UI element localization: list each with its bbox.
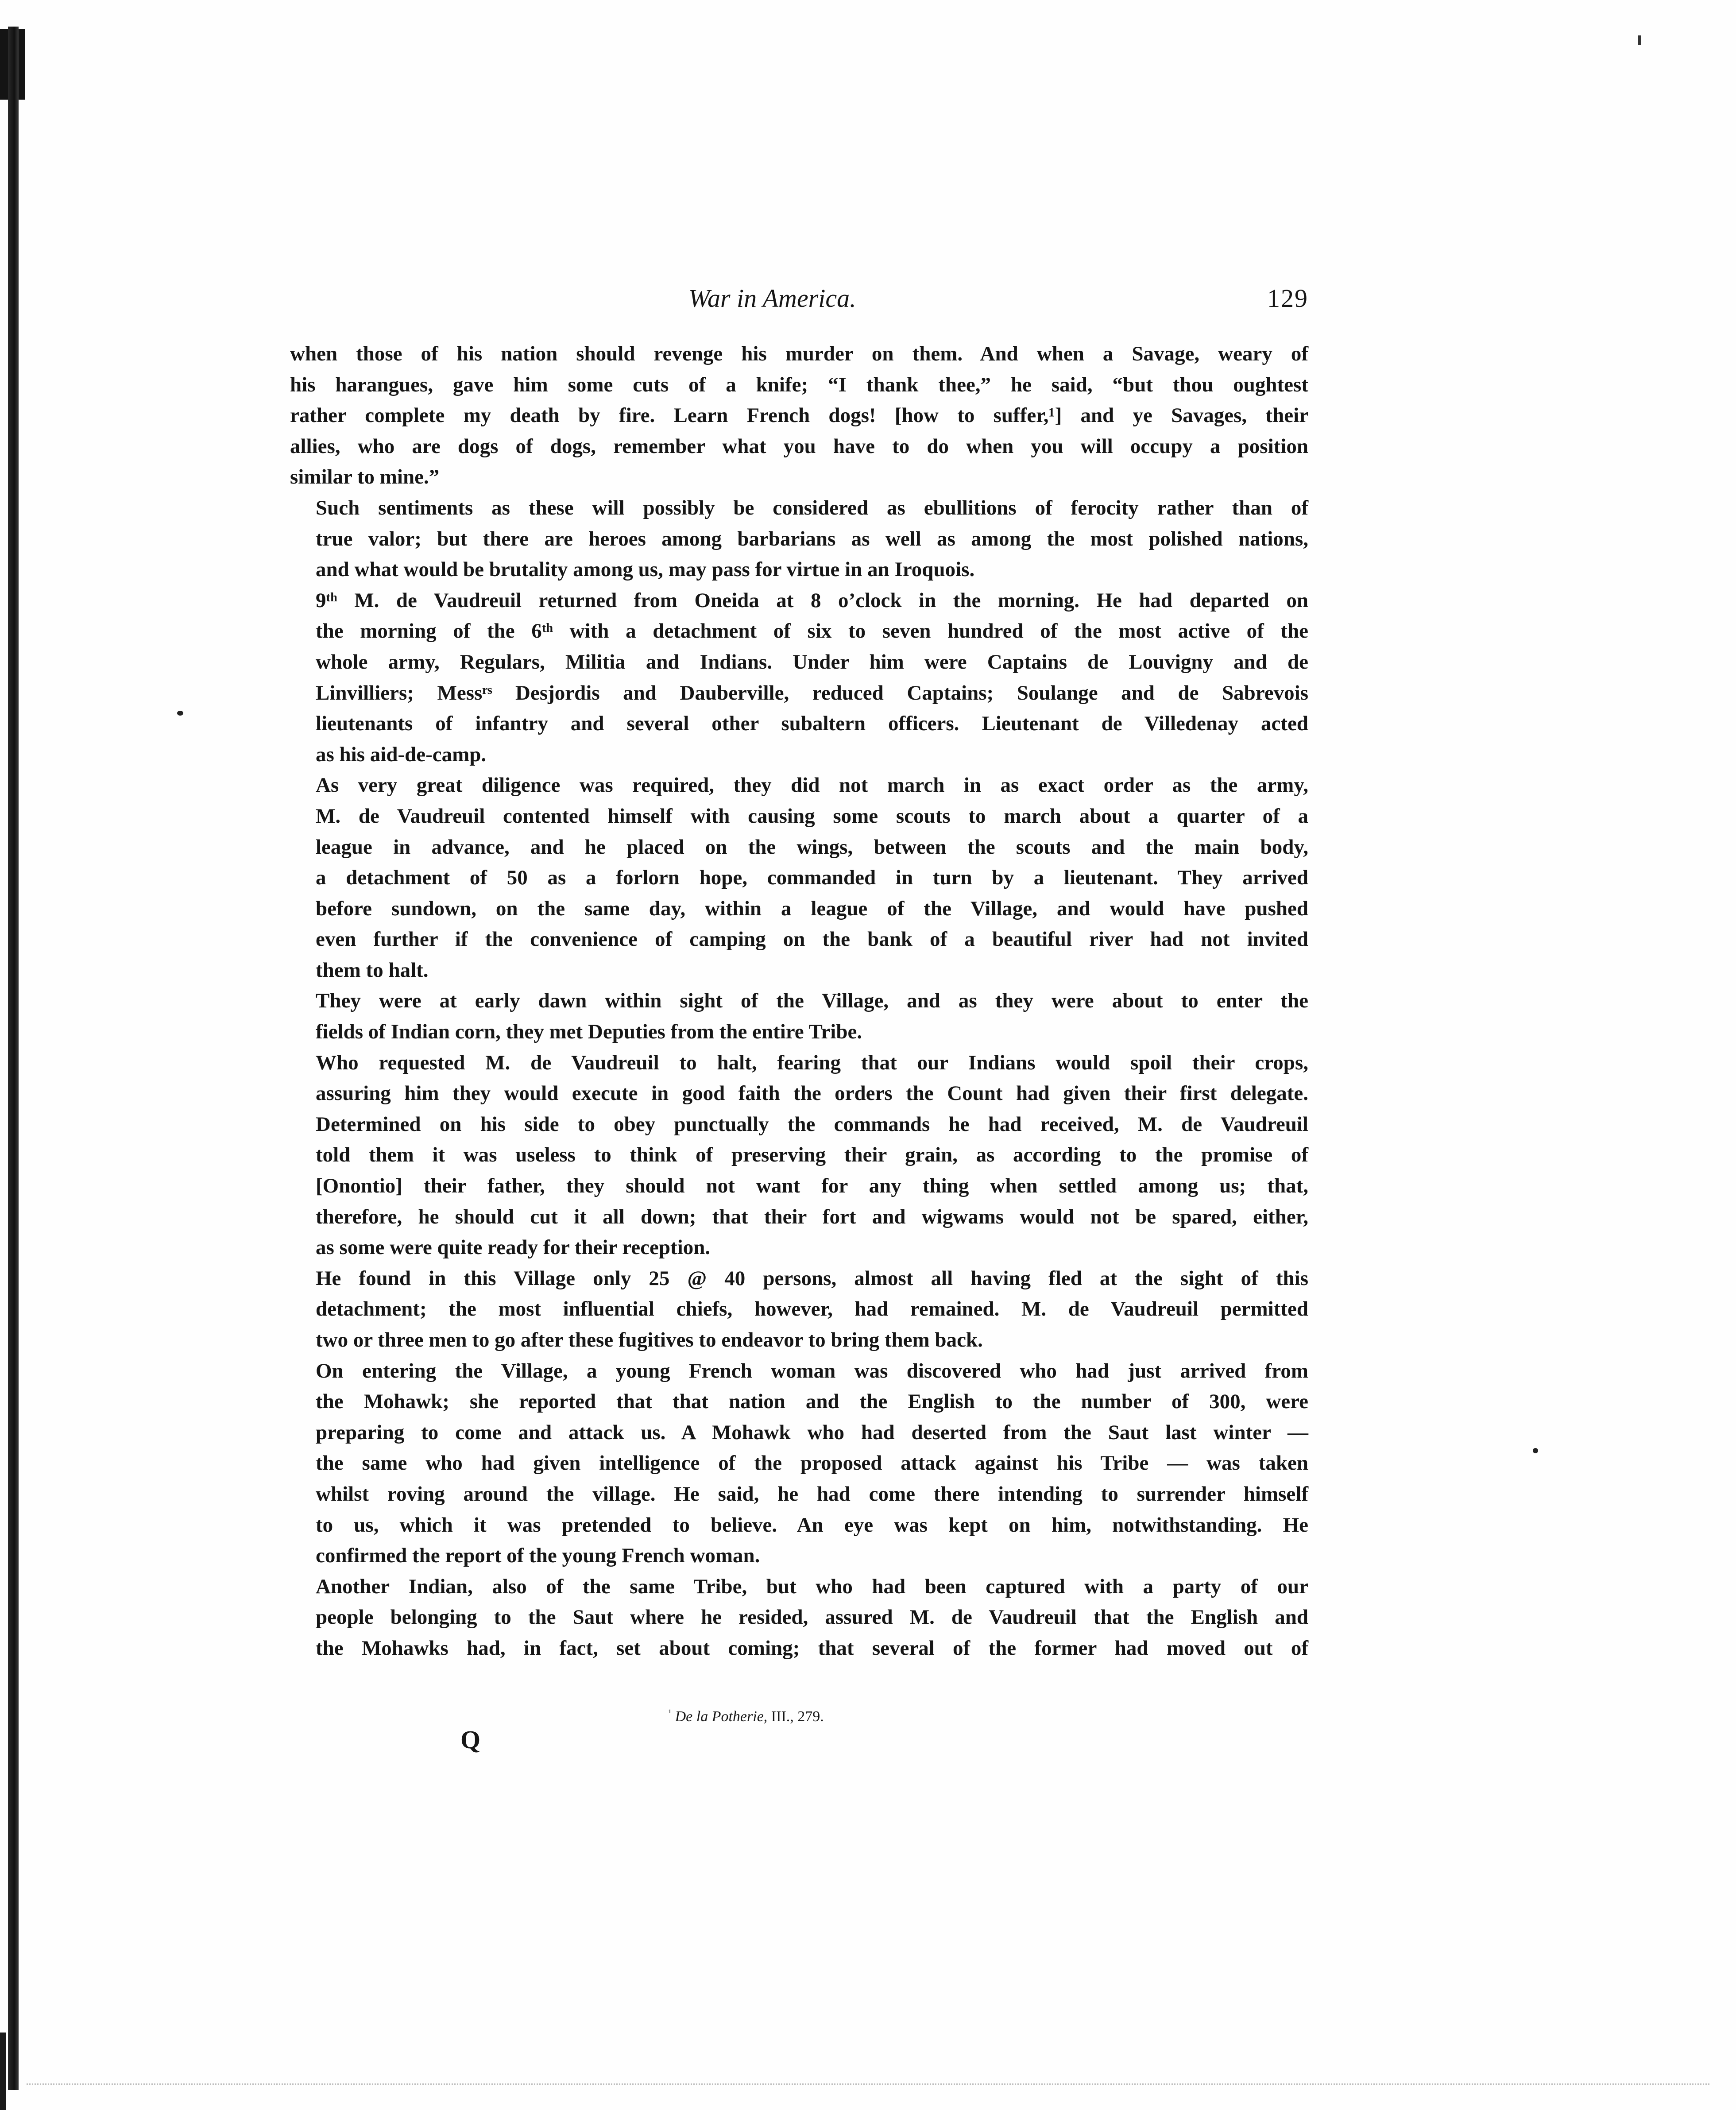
text-line: On entering the Village, a young French woman was discovered who had just arrived from	[316, 1359, 1308, 1382]
text-line: whilst roving around the village. He said, he had come there intending to surrender himself	[316, 1482, 1308, 1506]
text-line: them to halt.	[316, 958, 429, 982]
scan-speck	[177, 711, 183, 716]
text-line: Linvilliers; Messʳˢ Desjordis and Dauberville, reduced Captains; Soulange and de Sabrevois	[316, 681, 1308, 705]
text-line: the same who had given intelligence of the proposed attack against his Tribe — was taken	[316, 1452, 1308, 1475]
paragraph	[290, 493, 1308, 585]
text-line: detachment; the most influential chiefs, however, had remained. M. de Vaudreuil permitted	[316, 1297, 1308, 1321]
footnote-reference: III., 279.	[771, 1708, 824, 1725]
paragraph	[290, 1109, 1308, 1263]
text-line: He found in this Village only 25 @ 40 persons, almost all having fled at the sight of this	[316, 1266, 1308, 1290]
text-line: 9ᵗʰ M. de Vaudreuil returned from Oneida at 8 o’clock in the morning. He had departed on	[316, 588, 1308, 612]
text-line: assuring him they would execute in good faith the orders the Count had given their first delegate.	[316, 1082, 1308, 1105]
page-number: 129	[1267, 284, 1308, 313]
text-line: when those of his nation should revenge his murder on them. And when a Savage, weary of	[290, 342, 1308, 365]
text-line: whole army, Regulars, Militia and Indians. Under him were Captains de Louvigny and de	[316, 650, 1308, 674]
text-line: as some were quite ready for their reception.	[316, 1236, 711, 1259]
paragraph	[290, 1263, 1308, 1356]
text-line: They were at early dawn within sight of the Village, and as they were about to enter the	[316, 989, 1308, 1013]
text-line: before sundown, on the same day, within a league of the Village, and would have pushed	[316, 897, 1308, 920]
text-line: rather complete my death by fire. Learn French dogs! [how to suffer,¹] and ye Savages, their	[290, 404, 1308, 427]
text-line: Determined on his side to obey punctually the commands he had received, M. de Vaudreuil	[316, 1112, 1308, 1136]
text-line: [Onontio] their father, they should not want for any thing when settled among us; that,	[316, 1174, 1308, 1198]
text-line: true valor; but there are heroes among barbarians as well as among the most polished nations,	[316, 527, 1308, 550]
text-line: his harangues, gave him some cuts of a knife; “I thank thee,” he said, “but thou oughtest	[290, 373, 1308, 396]
text-line: fields of Indian corn, they met Deputies from the entire Tribe.	[316, 1020, 862, 1044]
text-line: allies, who are dogs of dogs, remember what you have to do when you will occupy a position	[290, 434, 1308, 458]
text-line: preparing to come and attack us. A Mohawk who had deserted from the Saut last winter —	[316, 1421, 1308, 1444]
text-line: people belonging to the Saut where he resided, assured M. de Vaudreuil that the English and	[316, 1606, 1308, 1629]
text-line: Another Indian, also of the same Tribe, but who had been captured with a party of our	[316, 1575, 1308, 1598]
text-line: M. de Vaudreuil contented himself with causing some scouts to march about a quarter of a	[316, 804, 1308, 828]
signature-mark: Q	[460, 1725, 481, 1754]
paragraph	[290, 1356, 1308, 1572]
text-line: the Mohawk; she reported that that nation and the English to the number of 300, were	[316, 1390, 1308, 1413]
scan-bottom-edge	[27, 2083, 1709, 2087]
text-line: league in advance, and he placed on the wings, between the scouts and the main body,	[316, 835, 1308, 859]
text-line: a detachment of 50 as a forlorn hope, commanded in turn by a lieutenant. They arrived	[316, 866, 1308, 890]
text-line: two or three men to go after these fugitives to endeavor to bring them back.	[316, 1328, 983, 1351]
text-line: As very great diligence was required, they did not march in as exact order as the army,	[316, 774, 1308, 797]
paragraph	[290, 585, 1308, 770]
text-line: even further if the convenience of camping on the bank of a beautiful river had not invited	[316, 928, 1308, 951]
scan-binding-edge	[8, 27, 19, 2090]
paragraph	[290, 986, 1308, 1047]
text-line: therefore, he should cut it all down; that their fort and wigwams would not be spared, either,	[316, 1205, 1308, 1228]
text-line: the Mohawks had, in fact, set about coming; that several of the former had moved out of	[316, 1636, 1308, 1660]
text-line: Who requested M. de Vaudreuil to halt, fearing that our Indians would spoil their crops,	[316, 1051, 1308, 1074]
text-line: and what would be brutality among us, may pass for virtue in an Iroquois.	[316, 558, 975, 581]
text-line: to us, which it was pretended to believe. An eye was kept on him, notwithstanding. He	[316, 1513, 1308, 1537]
page-header	[290, 283, 1308, 323]
text-line: confirmed the report of the young French woman.	[316, 1544, 760, 1568]
running-title: War in America.	[688, 284, 856, 313]
scan-speck	[1533, 1448, 1538, 1453]
paragraph	[290, 770, 1308, 986]
paragraph	[290, 339, 1308, 493]
footnote-source-title: De la Potherie,	[675, 1708, 768, 1725]
text-line: lieutenants of infantry and several other subaltern officers. Lieutenant de Villedenay acted	[316, 712, 1308, 736]
paragraph	[290, 1048, 1308, 1109]
text-line: Such sentiments as these will possibly be considered as ebullitions of ferocity rather than of	[316, 496, 1308, 519]
footnote	[669, 1708, 824, 1725]
scan-binding-foot	[0, 2033, 35, 2110]
footnote-marker: ¹	[669, 1708, 672, 1718]
text-line: the morning of the 6ᵗʰ with a detachment of six to seven hundred of the most active of the	[316, 619, 1308, 643]
text-line: similar to mine.”	[290, 465, 440, 489]
text-line: told them it was useless to think of preserving their grain, as according to the promise of	[316, 1143, 1308, 1167]
body-text	[290, 339, 1308, 1664]
paragraph	[290, 1572, 1308, 1664]
scan-speck	[1638, 35, 1641, 45]
text-line: as his aid-de-camp.	[316, 743, 487, 766]
